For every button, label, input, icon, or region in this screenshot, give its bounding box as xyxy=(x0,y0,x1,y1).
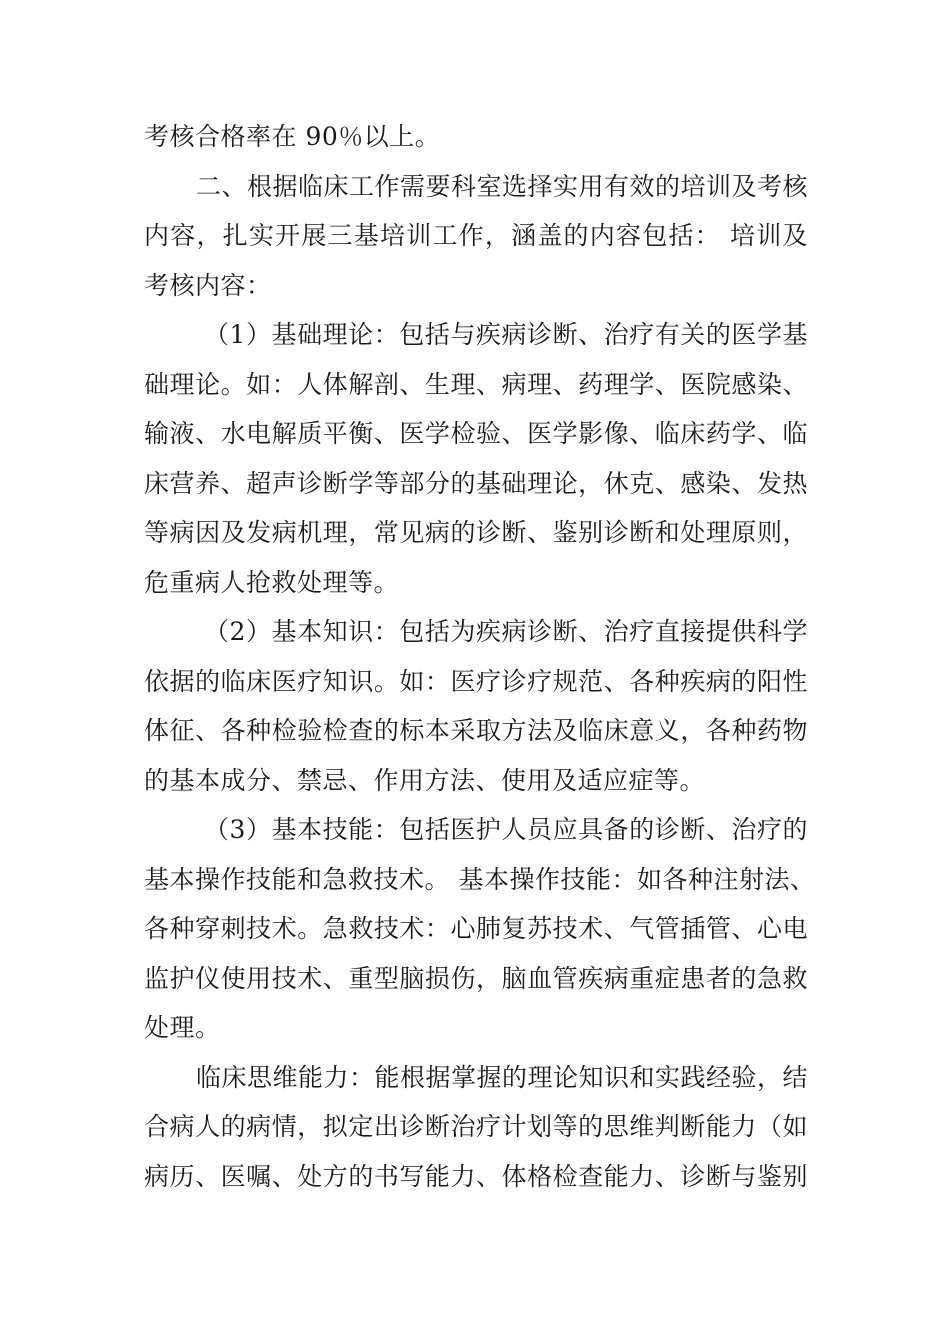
paragraph-line: 等病因及发病机理，常见病的诊断、鉴别诊断和处理原则， xyxy=(144,518,808,547)
paragraph-line: 基本操作技能和急救技术。 基本操作技能：如各种注射法、 xyxy=(144,864,816,894)
paragraph-line: 依据的临床医疗知识。如：医疗诊疗规范、各种疾病的阳性 xyxy=(144,666,808,696)
paragraph-line: 合病人的病情，拟定出诊断治疗计划等的思维判断能力（如 xyxy=(144,1112,808,1141)
paragraph-line: 内容，扎实开展三基培训工作，涵盖的内容包括： 培训及 xyxy=(144,221,808,250)
paragraph-line: 的基本成分、禁忌、作用方法、使用及适应症等。 xyxy=(144,765,706,795)
paragraph-line: 床营养、超声诊断学等部分的基础理论，休克、感染、发热 xyxy=(144,468,808,498)
paragraph-line: 输液、水电解质平衡、医学检验、医学影像、临床药学、临 xyxy=(144,419,808,448)
paragraph-line: 临床思维能力：能根据掌握的理论知识和实践经验，结 xyxy=(196,1062,809,1092)
paragraph-line: 考核内容： xyxy=(144,270,272,300)
paragraph-line: 础理论。如：人体解剖、生理、病理、药理学、医院感染、 xyxy=(144,369,808,399)
paragraph-line: （1）基础理论：包括与疾病诊断、治疗有关的医学基 xyxy=(204,320,808,349)
paragraph-line: 各种穿刺技术。急救技术：心肺复苏技术、气管插管、心电 xyxy=(144,914,808,943)
paragraph-line: 二、根据临床工作需要科室选择实用有效的培训及考核 xyxy=(196,171,809,201)
paragraph-line: 病历、医嘱、处方的书写能力、体格检查能力、诊断与鉴别 xyxy=(144,1161,808,1191)
paragraph-line: 危重病人抢救处理等。 xyxy=(144,567,400,597)
paragraph-line: （2）基本知识：包括为疾病诊断、治疗直接提供科学 xyxy=(204,617,808,646)
paragraph-line: 监护仪使用技术、重型脑损伤，脑血管疾病重症患者的急救 xyxy=(144,963,808,993)
document-body xyxy=(144,112,816,1201)
paragraph-line: （3）基本技能：包括医护人员应具备的诊断、治疗的 xyxy=(204,815,808,844)
paragraph-line: 考核合格率在 90％以上。 xyxy=(144,122,441,151)
paragraph-line: 体征、各种检验检查的标本采取方法及临床意义，各种药物 xyxy=(144,716,808,745)
paragraph-line: 处理。 xyxy=(144,1013,221,1042)
